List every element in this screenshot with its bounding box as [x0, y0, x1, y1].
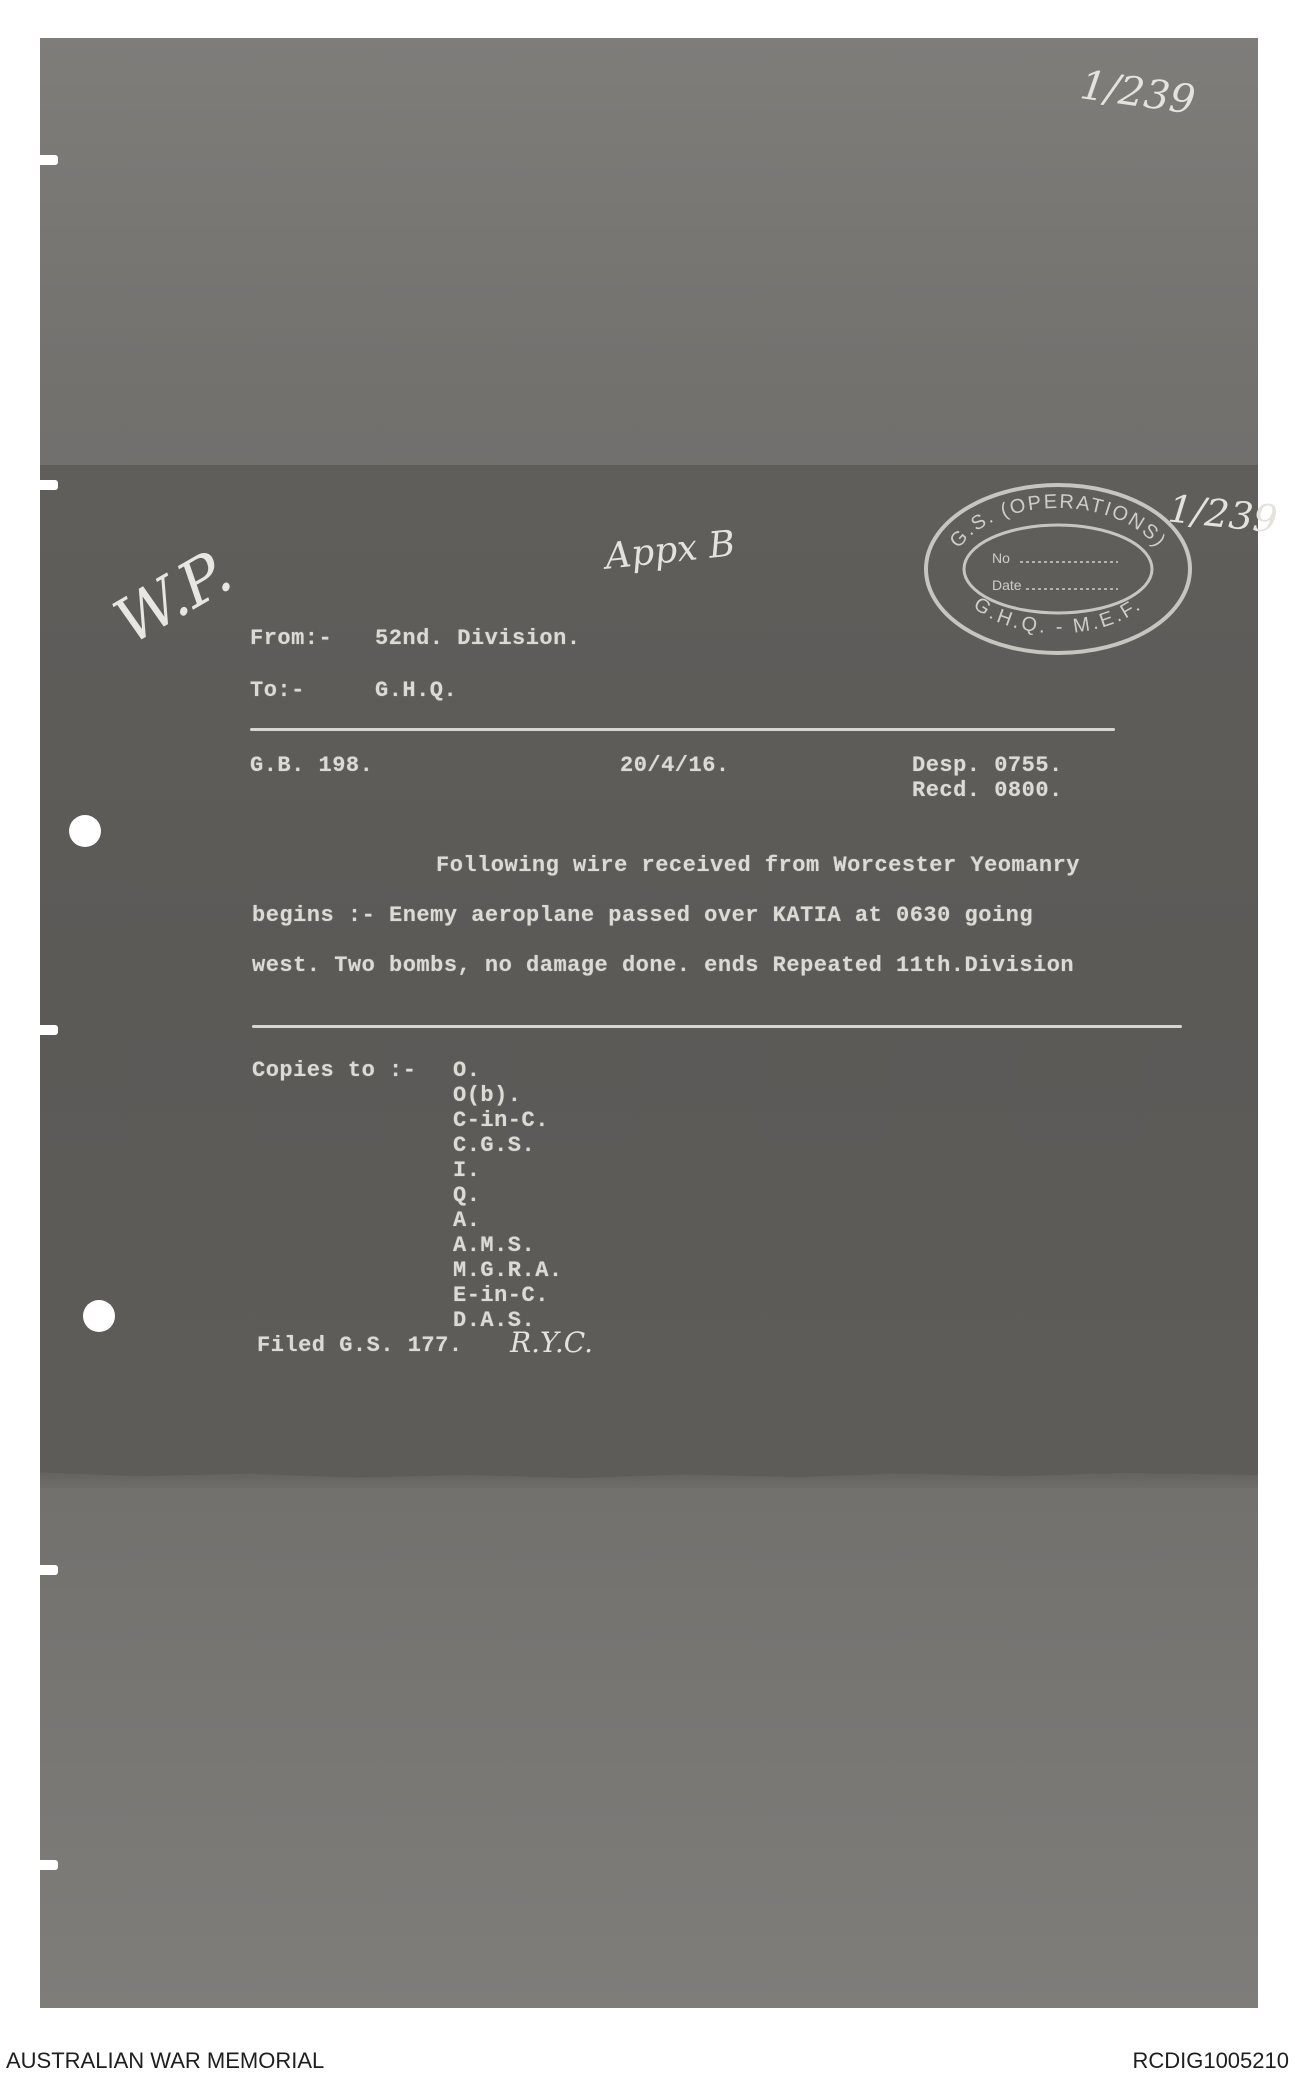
- despatch-time: Desp. 0755.: [912, 753, 1063, 778]
- message-body-line-3: west. Two bombs, no damage done. ends Repeated 11th.Division: [252, 953, 1075, 978]
- copies-item: A.M.S.: [453, 1233, 536, 1258]
- message-date: 20/4/16.: [620, 753, 730, 778]
- copies-item: E-in-C.: [453, 1283, 549, 1308]
- from-label: From:-: [250, 626, 333, 651]
- footer-catalogue-id: RCDIG1005210: [1132, 2048, 1289, 2073]
- message-body-line-2: begins :- Enemy aeroplane passed over KATIA at 0630 going: [252, 903, 1034, 928]
- punch-hole-lower: [83, 1300, 115, 1332]
- stamp-bottom-text: G.H.Q. - M.E.F.: [969, 593, 1147, 639]
- handwritten-filed-initials: R.Y.C.: [510, 1326, 594, 1359]
- edge-nick: [36, 480, 58, 490]
- message-reference: G.B. 198.: [250, 753, 374, 778]
- copies-item: C.G.S.: [453, 1133, 536, 1158]
- body-divider: [252, 1025, 1182, 1028]
- copies-item: D.A.S.: [453, 1308, 536, 1333]
- handwritten-page-number: 1/239: [1077, 62, 1198, 124]
- copies-item: A.: [453, 1208, 481, 1233]
- copies-item: C-in-C.: [453, 1108, 549, 1133]
- copies-item: Q.: [453, 1183, 481, 1208]
- footer-institution: AUSTRALIAN WAR MEMORIAL: [6, 2048, 325, 2073]
- handwritten-stamp-page-number: 1/239: [1166, 486, 1280, 542]
- copies-item: O.: [453, 1058, 481, 1083]
- stamp-date-label: Date: [992, 577, 1022, 593]
- copies-item: I.: [453, 1158, 481, 1183]
- to-label: To:-: [250, 678, 305, 703]
- edge-nick: [36, 1565, 58, 1575]
- handwritten-margin-initials: W.P.: [101, 534, 244, 659]
- svg-text:G.H.Q. - M.E.F.: [970, 593, 1147, 638]
- stamp-outline: [922, 480, 1194, 658]
- copies-item: O(b).: [453, 1083, 522, 1108]
- sheet-upper-area: [40, 38, 1258, 465]
- message-body-line-1: Following wire received from Worcester Yeomanry: [436, 853, 1081, 878]
- filed-reference: Filed G.S. 177.: [257, 1333, 463, 1358]
- stamp-no-label: No: [992, 550, 1010, 566]
- copies-label: Copies to :-: [252, 1058, 417, 1083]
- handwritten-appendix-note: Appx B: [603, 523, 738, 578]
- copies-item: M.G.R.A.: [453, 1258, 563, 1283]
- received-time: Recd. 0800.: [912, 778, 1063, 803]
- operations-stamp: [922, 480, 1194, 658]
- from-value: 52nd. Division.: [375, 626, 581, 651]
- edge-nick: [36, 1860, 58, 1870]
- edge-nick: [36, 155, 58, 165]
- to-value: G.H.Q.: [375, 678, 458, 703]
- header-divider: [250, 728, 1115, 731]
- punch-hole-upper: [69, 815, 101, 847]
- edge-nick: [36, 1025, 58, 1035]
- stamp-top-text: G.S. (OPERATIONS): [945, 490, 1171, 553]
